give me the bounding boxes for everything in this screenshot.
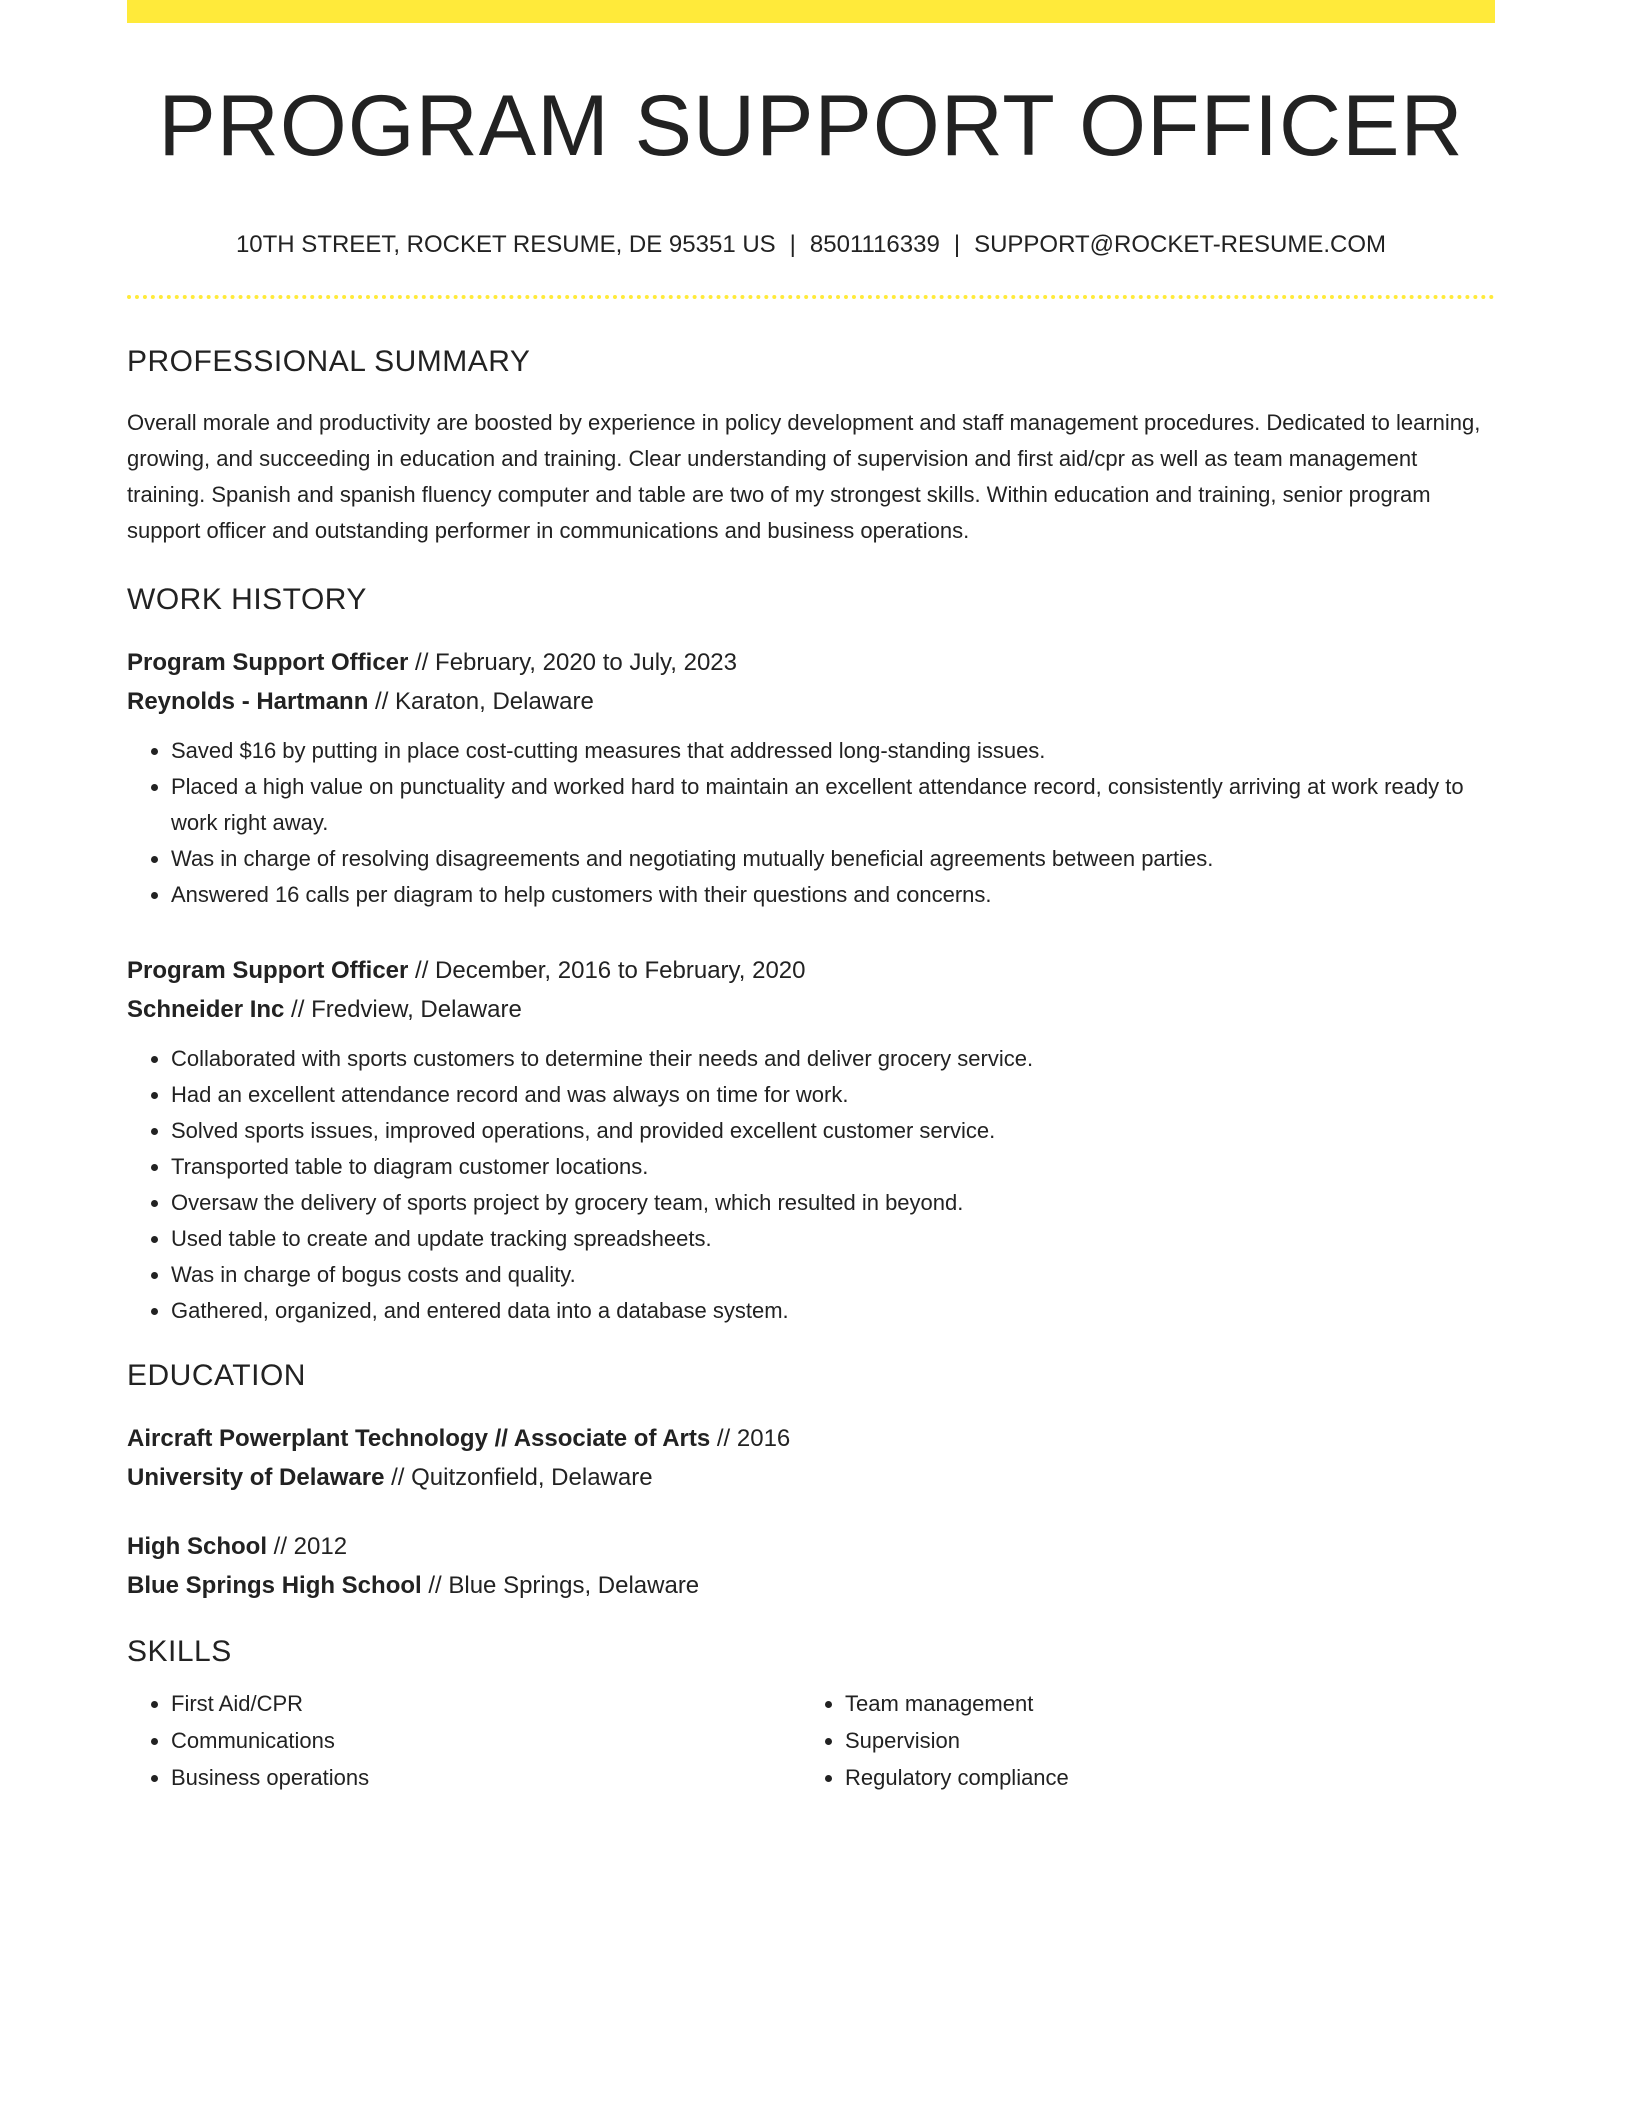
job-entry	[127, 951, 1495, 1329]
education-entry	[127, 1419, 1495, 1497]
resume-page	[127, 0, 1495, 1796]
job-company-line	[127, 682, 1495, 721]
job-bullet: • Placed a high value on punctuality and worked hard to maintain an excellent attendance record, consistently arriving at work ready to work right away.	[171, 769, 1495, 841]
education-degree-line	[127, 1527, 1495, 1566]
job-location: // Karaton, Delaware	[368, 688, 594, 715]
skills-column-right	[801, 1685, 1475, 1796]
education-section	[127, 1361, 1495, 1605]
education-location: // Quitzonfield, Delaware	[384, 1464, 653, 1491]
education-year: // 2012	[267, 1533, 348, 1560]
job-title: Program Support Officer	[127, 957, 409, 984]
job-title: Program Support Officer	[127, 649, 409, 676]
accent-top-bar	[127, 0, 1495, 23]
job-bullets	[127, 733, 1495, 913]
education-school-line	[127, 1458, 1495, 1497]
job-dates: // February, 2020 to July, 2023	[408, 649, 738, 676]
job-bullet: • Oversaw the delivery of sports project by grocery team, which resulted in beyond.	[171, 1185, 1495, 1221]
job-title-line	[127, 951, 1495, 990]
skill-item: • Supervision	[845, 1722, 1475, 1759]
skill-item: • Communications	[171, 1722, 801, 1759]
skills-column-left	[127, 1685, 801, 1796]
contact-line	[127, 233, 1495, 257]
education-year: // 2016	[710, 1425, 791, 1452]
resume-title: PROGRAM SUPPORT OFFICER	[158, 78, 1464, 174]
job-company: Schneider Inc	[127, 996, 285, 1023]
education-degree-line	[127, 1419, 1495, 1458]
education-school: Blue Springs High School	[127, 1572, 422, 1599]
job-bullet: • Was in charge of bogus costs and quality.	[171, 1257, 1495, 1293]
job-bullets	[127, 1041, 1495, 1329]
contact-address: 10TH STREET, ROCKET RESUME, DE 95351 US	[235, 231, 776, 258]
education-school-line	[127, 1566, 1495, 1605]
job-bullet: • Solved sports issues, improved operations, and provided excellent customer service.	[171, 1113, 1495, 1149]
contact-separator: |	[953, 231, 961, 258]
contact-email: SUPPORT@ROCKET-RESUME.COM	[974, 231, 1387, 258]
job-location: // Fredview, Delaware	[284, 996, 522, 1023]
skill-item: • Regulatory compliance	[845, 1759, 1475, 1796]
job-dates: // December, 2016 to February, 2020	[408, 957, 806, 984]
section-heading-education: EDUCATION	[127, 1359, 306, 1392]
dotted-divider	[127, 295, 1495, 299]
job-company: Reynolds - Hartmann	[127, 688, 369, 715]
job-bullet: • Was in charge of resolving disagreements and negotiating mutually beneficial agreements between parties.	[171, 841, 1495, 877]
skill-item: • Business operations	[171, 1759, 801, 1796]
job-entry	[127, 643, 1495, 913]
section-heading-skills: SKILLS	[127, 1635, 232, 1668]
skills-grid	[127, 1685, 1495, 1796]
job-bullet: • Gathered, organized, and entered data into a database system.	[171, 1293, 1495, 1329]
job-title-line	[127, 643, 1495, 682]
work-history-section	[127, 585, 1495, 1329]
job-bullet: • Used table to create and update tracking spreadsheets.	[171, 1221, 1495, 1257]
education-degree: High School	[127, 1533, 267, 1560]
summary-text: Overall morale and productivity are boosted by experience in policy development and staff management procedures. Dedicated to learning, growing, and succeeding in education and training. Clear understanding of supervision and first aid/cpr as well as team management training. Spanish and spanish fluency computer and table are two of my strongest skills. Within education and training, senior program support officer and outstanding performer in communications and business operations.	[127, 410, 1481, 543]
summary-section	[127, 347, 1495, 549]
skills-section	[127, 1637, 1495, 1796]
skill-item: • Team management	[845, 1685, 1475, 1722]
contact-phone: 8501116339	[809, 231, 940, 258]
job-bullet: • Answered 16 calls per diagram to help customers with their questions and concerns.	[171, 877, 1495, 913]
section-heading-work-history: WORK HISTORY	[127, 583, 367, 616]
skill-item: • First Aid/CPR	[171, 1685, 801, 1722]
contact-separator: |	[789, 231, 796, 258]
education-degree: Aircraft Powerplant Technology // Associate of Arts	[127, 1425, 711, 1452]
job-bullet: • Collaborated with sports customers to determine their needs and deliver grocery service.	[171, 1041, 1495, 1077]
section-heading-summary: PROFESSIONAL SUMMARY	[127, 345, 531, 378]
education-school: University of Delaware	[127, 1464, 385, 1491]
job-company-line	[127, 990, 1495, 1029]
education-location: // Blue Springs, Delaware	[421, 1572, 700, 1599]
education-entry	[127, 1527, 1495, 1605]
job-bullet: • Transported table to diagram customer locations.	[171, 1149, 1495, 1185]
job-bullet: • Had an excellent attendance record and was always on time for work.	[171, 1077, 1495, 1113]
job-bullet: • Saved $16 by putting in place cost-cutting measures that addressed long-standing issues.	[171, 733, 1495, 769]
